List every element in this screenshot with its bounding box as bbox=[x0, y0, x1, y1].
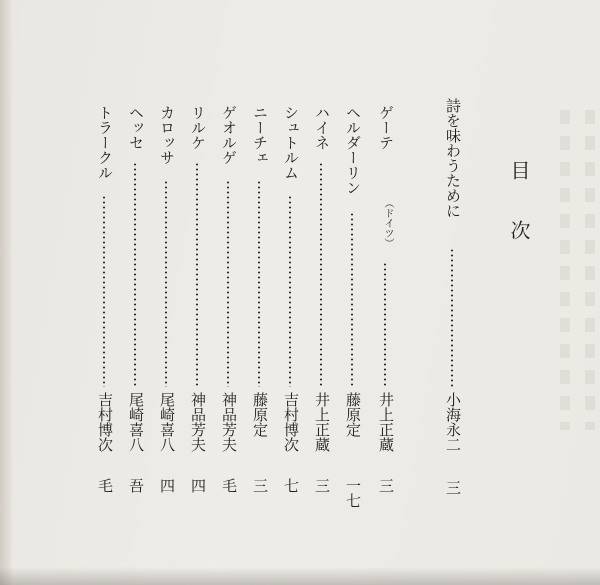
leader-dots bbox=[384, 262, 386, 387]
leader-dots bbox=[320, 162, 322, 387]
section-label: （ドイツ） bbox=[382, 198, 393, 248]
poet-name: ニーチェ bbox=[251, 105, 269, 165]
leader-dots bbox=[103, 195, 105, 387]
page-number: 一七 bbox=[344, 478, 362, 508]
leader-dots bbox=[134, 162, 136, 387]
leader-dots bbox=[451, 248, 453, 388]
intro-author: 小海永二 bbox=[444, 392, 462, 452]
translator-name: 吉村博次 bbox=[96, 392, 114, 452]
intro-page: 三 bbox=[444, 480, 462, 495]
poet-name: カロッサ bbox=[158, 105, 176, 165]
page-number: 毛 bbox=[220, 478, 238, 493]
page-edge bbox=[0, 0, 12, 585]
leader-dots bbox=[227, 180, 229, 387]
poet-name: ゲオルゲ bbox=[220, 105, 238, 165]
leader-dots bbox=[289, 195, 291, 387]
translator-name: 神品芳夫 bbox=[220, 392, 238, 452]
translator-name: 尾崎喜八 bbox=[127, 392, 145, 452]
poet-name: トラークル bbox=[96, 105, 114, 180]
intro-title: 詩を味わうために bbox=[444, 98, 462, 218]
translator-name: 井上正蔵 bbox=[313, 392, 331, 452]
translator-name: 藤原定 bbox=[251, 392, 269, 437]
page-number: 毛 bbox=[96, 478, 114, 493]
translator-name: 吉村博次 bbox=[282, 392, 300, 452]
leader-dots bbox=[196, 162, 198, 387]
page-number: 吾 bbox=[127, 478, 145, 493]
translator-name: 井上正蔵 bbox=[377, 392, 395, 452]
translator-name: 尾崎喜八 bbox=[158, 392, 176, 452]
page-shadow bbox=[0, 567, 600, 585]
poet-name: ハイネ bbox=[313, 105, 331, 150]
poet-name: リルケ bbox=[189, 105, 207, 150]
poet-name: ヘルダーリン bbox=[344, 105, 362, 195]
translator-name: 神品芳夫 bbox=[189, 392, 207, 452]
page-number: 三 bbox=[313, 478, 331, 493]
poet-name: ヘッセ bbox=[127, 105, 145, 150]
page-number: 四 bbox=[189, 478, 207, 493]
page-number: 七 bbox=[282, 478, 300, 493]
show-through-text bbox=[585, 110, 595, 430]
poet-name: シュトルム bbox=[282, 105, 300, 180]
toc-title: 目次 bbox=[507, 160, 531, 280]
leader-dots bbox=[165, 180, 167, 387]
poet-name: ゲーテ bbox=[377, 105, 395, 150]
page-number: 三 bbox=[251, 478, 269, 493]
page-number: 四 bbox=[158, 478, 176, 493]
page-number: 三 bbox=[377, 478, 395, 493]
leader-dots bbox=[351, 212, 353, 387]
translator-name: 藤原定 bbox=[344, 392, 362, 437]
leader-dots bbox=[258, 180, 260, 387]
show-through-text bbox=[560, 110, 570, 430]
